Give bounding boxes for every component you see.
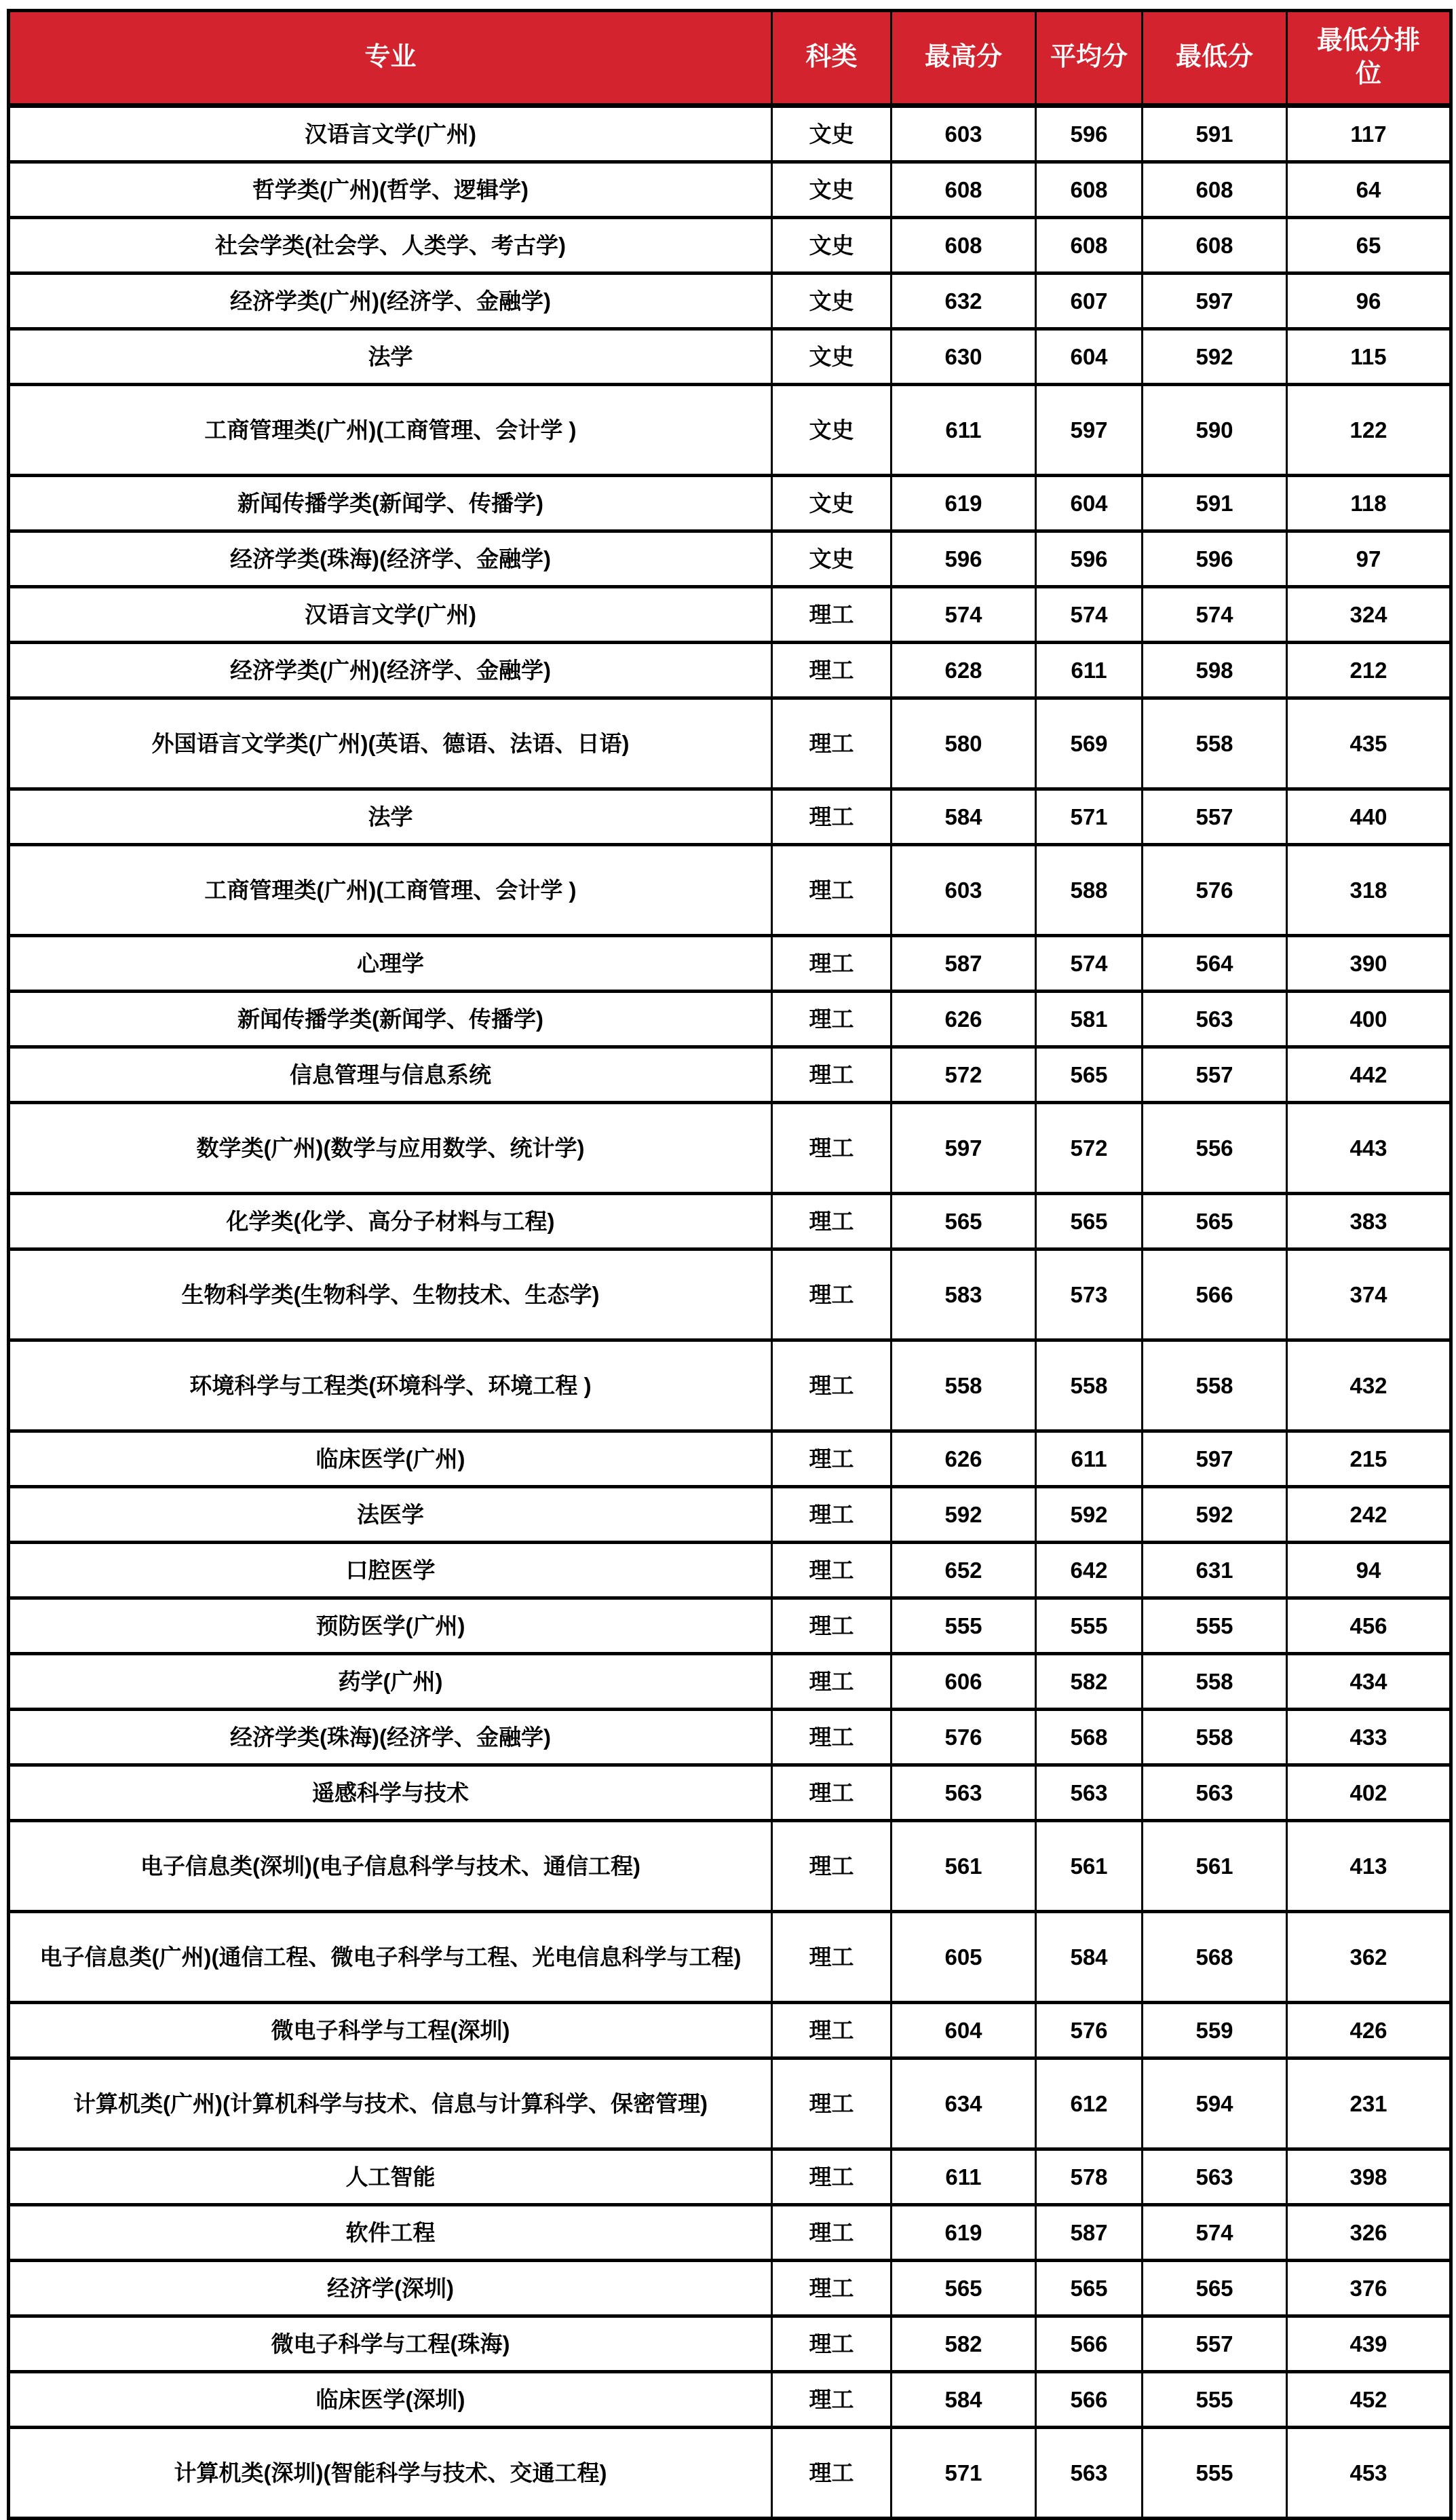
avg-score-cell: 563 <box>1036 2428 1143 2519</box>
table-row <box>9 1654 1451 1710</box>
table-row <box>9 1249 1451 1340</box>
category-cell: 文史 <box>772 329 892 385</box>
table-row <box>9 2261 1451 2316</box>
category-cell: 文史 <box>772 274 892 329</box>
avg-score-cell: 612 <box>1036 2058 1143 2149</box>
major-cell: 生物科学类(生物科学、生物技术、生态学) <box>9 1249 772 1340</box>
avg-score-cell: 566 <box>1036 2316 1143 2372</box>
table-row <box>9 1487 1451 1543</box>
table-row <box>9 2428 1451 2519</box>
column-header-min-rank: 最低分排位 <box>1287 11 1451 106</box>
min-score-cell: 558 <box>1143 1340 1287 1431</box>
major-cell: 口腔医学 <box>9 1543 772 1598</box>
major-cell: 经济学类(珠海)(经济学、金融学) <box>9 1710 772 1765</box>
category-cell: 理工 <box>772 2149 892 2205</box>
category-cell: 理工 <box>772 1249 892 1340</box>
max-score-cell: 619 <box>892 476 1036 531</box>
avg-score-cell: 581 <box>1036 992 1143 1047</box>
min-rank-cell: 453 <box>1287 2428 1451 2519</box>
min-score-cell: 576 <box>1143 845 1287 936</box>
avg-score-cell: 565 <box>1036 1194 1143 1249</box>
min-rank-cell: 231 <box>1287 2058 1451 2149</box>
min-score-cell: 555 <box>1143 1598 1287 1654</box>
major-cell: 信息管理与信息系统 <box>9 1047 772 1103</box>
table-row <box>9 1103 1451 1194</box>
max-score-cell: 605 <box>892 1912 1036 2003</box>
major-cell: 临床医学(深圳) <box>9 2372 772 2428</box>
max-score-cell: 632 <box>892 274 1036 329</box>
min-rank-cell: 94 <box>1287 1543 1451 1598</box>
major-cell: 经济学类(珠海)(经济学、金融学) <box>9 531 772 587</box>
max-score-cell: 604 <box>892 2003 1036 2058</box>
min-rank-cell: 398 <box>1287 2149 1451 2205</box>
category-cell: 文史 <box>772 476 892 531</box>
avg-score-cell: 578 <box>1036 2149 1143 2205</box>
max-score-cell: 563 <box>892 1765 1036 1821</box>
category-cell: 文史 <box>772 531 892 587</box>
table-body <box>9 106 1451 2519</box>
major-cell: 数学类(广州)(数学与应用数学、统计学) <box>9 1103 772 1194</box>
major-cell: 法医学 <box>9 1487 772 1543</box>
min-rank-cell: 376 <box>1287 2261 1451 2316</box>
table-row <box>9 2316 1451 2372</box>
min-rank-cell: 374 <box>1287 1249 1451 1340</box>
table-row <box>9 1710 1451 1765</box>
min-score-cell: 556 <box>1143 1103 1287 1194</box>
category-cell: 文史 <box>772 106 892 162</box>
min-rank-cell: 433 <box>1287 1710 1451 1765</box>
avg-score-cell: 565 <box>1036 1047 1143 1103</box>
min-score-cell: 563 <box>1143 2149 1287 2205</box>
table-row <box>9 1194 1451 1249</box>
column-header-category: 科类 <box>772 11 892 106</box>
max-score-cell: 634 <box>892 2058 1036 2149</box>
category-cell: 理工 <box>772 1765 892 1821</box>
category-cell: 理工 <box>772 2058 892 2149</box>
min-rank-cell: 432 <box>1287 1340 1451 1431</box>
max-score-cell: 628 <box>892 643 1036 698</box>
category-cell: 理工 <box>772 845 892 936</box>
category-cell: 理工 <box>772 1047 892 1103</box>
avg-score-cell: 611 <box>1036 1431 1143 1487</box>
column-header-min: 最低分 <box>1143 11 1287 106</box>
major-cell: 法学 <box>9 789 772 845</box>
table-row <box>9 2205 1451 2261</box>
major-cell: 环境科学与工程类(环境科学、环境工程 ) <box>9 1340 772 1431</box>
table-row <box>9 476 1451 531</box>
category-cell: 理工 <box>772 2003 892 2058</box>
min-score-cell: 564 <box>1143 936 1287 992</box>
min-score-cell: 608 <box>1143 218 1287 274</box>
avg-score-cell: 574 <box>1036 587 1143 643</box>
max-score-cell: 584 <box>892 2372 1036 2428</box>
table-row <box>9 587 1451 643</box>
avg-score-cell: 596 <box>1036 531 1143 587</box>
major-cell: 工商管理类(广州)(工商管理、会计学 ) <box>9 845 772 936</box>
admission-score-table <box>7 9 1453 2520</box>
max-score-cell: 611 <box>892 2149 1036 2205</box>
max-score-cell: 571 <box>892 2428 1036 2519</box>
category-cell: 理工 <box>772 1912 892 2003</box>
avg-score-cell: 608 <box>1036 162 1143 218</box>
major-cell: 微电子科学与工程(深圳) <box>9 2003 772 2058</box>
table-row <box>9 2003 1451 2058</box>
avg-score-cell: 568 <box>1036 1710 1143 1765</box>
category-cell: 理工 <box>772 992 892 1047</box>
table-row <box>9 1431 1451 1487</box>
min-rank-cell: 442 <box>1287 1047 1451 1103</box>
avg-score-cell: 566 <box>1036 2372 1143 2428</box>
min-score-cell: 565 <box>1143 2261 1287 2316</box>
avg-score-cell: 588 <box>1036 845 1143 936</box>
avg-score-cell: 592 <box>1036 1487 1143 1543</box>
table-header <box>9 11 1451 106</box>
category-cell: 理工 <box>772 1598 892 1654</box>
min-rank-cell: 434 <box>1287 1654 1451 1710</box>
table-row <box>9 698 1451 789</box>
category-cell: 理工 <box>772 2205 892 2261</box>
major-cell: 化学类(化学、高分子材料与工程) <box>9 1194 772 1249</box>
avg-score-cell: 596 <box>1036 106 1143 162</box>
max-score-cell: 597 <box>892 1103 1036 1194</box>
major-cell: 电子信息类(广州)(通信工程、微电子科学与工程、光电信息科学与工程) <box>9 1912 772 2003</box>
major-cell: 临床医学(广州) <box>9 1431 772 1487</box>
category-cell: 理工 <box>772 1543 892 1598</box>
category-cell: 理工 <box>772 1194 892 1249</box>
avg-score-cell: 611 <box>1036 643 1143 698</box>
table-row <box>9 531 1451 587</box>
avg-score-cell: 574 <box>1036 936 1143 992</box>
min-rank-cell: 452 <box>1287 2372 1451 2428</box>
major-cell: 药学(广州) <box>9 1654 772 1710</box>
min-rank-cell: 242 <box>1287 1487 1451 1543</box>
avg-score-cell: 561 <box>1036 1821 1143 1912</box>
avg-score-cell: 607 <box>1036 274 1143 329</box>
category-cell: 文史 <box>772 385 892 476</box>
min-rank-cell: 64 <box>1287 162 1451 218</box>
avg-score-cell: 558 <box>1036 1340 1143 1431</box>
table-row <box>9 789 1451 845</box>
major-cell: 经济学(深圳) <box>9 2261 772 2316</box>
avg-score-cell: 597 <box>1036 385 1143 476</box>
min-rank-cell: 402 <box>1287 1765 1451 1821</box>
max-score-cell: 561 <box>892 1821 1036 1912</box>
table-row <box>9 1821 1451 1912</box>
category-cell: 理工 <box>772 2261 892 2316</box>
max-score-cell: 611 <box>892 385 1036 476</box>
max-score-cell: 619 <box>892 2205 1036 2261</box>
min-rank-cell: 117 <box>1287 106 1451 162</box>
min-score-cell: 568 <box>1143 1912 1287 2003</box>
max-score-cell: 608 <box>892 162 1036 218</box>
major-cell: 计算机类(深圳)(智能科学与技术、交通工程) <box>9 2428 772 2519</box>
min-rank-cell: 390 <box>1287 936 1451 992</box>
category-cell: 理工 <box>772 698 892 789</box>
category-cell: 理工 <box>772 1654 892 1710</box>
avg-score-cell: 576 <box>1036 2003 1143 2058</box>
major-cell: 经济学类(广州)(经济学、金融学) <box>9 643 772 698</box>
category-cell: 理工 <box>772 1340 892 1431</box>
min-score-cell: 597 <box>1143 1431 1287 1487</box>
max-score-cell: 558 <box>892 1340 1036 1431</box>
min-rank-cell: 212 <box>1287 643 1451 698</box>
avg-score-cell: 642 <box>1036 1543 1143 1598</box>
table-row <box>9 162 1451 218</box>
major-cell: 法学 <box>9 329 772 385</box>
avg-score-cell: 565 <box>1036 2261 1143 2316</box>
avg-score-cell: 604 <box>1036 476 1143 531</box>
category-cell: 理工 <box>772 936 892 992</box>
min-rank-cell: 443 <box>1287 1103 1451 1194</box>
major-cell: 人工智能 <box>9 2149 772 2205</box>
avg-score-cell: 571 <box>1036 789 1143 845</box>
category-cell: 文史 <box>772 162 892 218</box>
max-score-cell: 574 <box>892 587 1036 643</box>
table-row <box>9 385 1451 476</box>
major-cell: 经济学类(广州)(经济学、金融学) <box>9 274 772 329</box>
table-row <box>9 2149 1451 2205</box>
category-cell: 理工 <box>772 587 892 643</box>
avg-score-cell: 563 <box>1036 1765 1143 1821</box>
min-score-cell: 592 <box>1143 1487 1287 1543</box>
min-score-cell: 608 <box>1143 162 1287 218</box>
min-rank-cell: 400 <box>1287 992 1451 1047</box>
min-score-cell: 590 <box>1143 385 1287 476</box>
category-cell: 理工 <box>772 1821 892 1912</box>
major-cell: 软件工程 <box>9 2205 772 2261</box>
min-score-cell: 561 <box>1143 1821 1287 1912</box>
category-cell: 理工 <box>772 789 892 845</box>
max-score-cell: 580 <box>892 698 1036 789</box>
major-cell: 电子信息类(深圳)(电子信息科学与技术、通信工程) <box>9 1821 772 1912</box>
min-score-cell: 559 <box>1143 2003 1287 2058</box>
table-row <box>9 2372 1451 2428</box>
max-score-cell: 576 <box>892 1710 1036 1765</box>
min-score-cell: 557 <box>1143 1047 1287 1103</box>
table-row <box>9 329 1451 385</box>
min-score-cell: 594 <box>1143 2058 1287 2149</box>
major-cell: 工商管理类(广州)(工商管理、会计学 ) <box>9 385 772 476</box>
max-score-cell: 572 <box>892 1047 1036 1103</box>
table-row <box>9 1340 1451 1431</box>
avg-score-cell: 584 <box>1036 1912 1143 2003</box>
category-cell: 理工 <box>772 2428 892 2519</box>
avg-score-cell: 608 <box>1036 218 1143 274</box>
max-score-cell: 652 <box>892 1543 1036 1598</box>
column-header-max: 最高分 <box>892 11 1036 106</box>
table-row <box>9 1598 1451 1654</box>
table-row <box>9 992 1451 1047</box>
min-score-cell: 555 <box>1143 2428 1287 2519</box>
category-cell: 理工 <box>772 1103 892 1194</box>
major-cell: 哲学类(广州)(哲学、逻辑学) <box>9 162 772 218</box>
min-score-cell: 574 <box>1143 2205 1287 2261</box>
table-row <box>9 2058 1451 2149</box>
max-score-cell: 592 <box>892 1487 1036 1543</box>
category-cell: 理工 <box>772 1487 892 1543</box>
max-score-cell: 603 <box>892 106 1036 162</box>
max-score-cell: 596 <box>892 531 1036 587</box>
max-score-cell: 587 <box>892 936 1036 992</box>
avg-score-cell: 604 <box>1036 329 1143 385</box>
table-row <box>9 1543 1451 1598</box>
min-rank-cell: 97 <box>1287 531 1451 587</box>
category-cell: 理工 <box>772 1431 892 1487</box>
major-cell: 心理学 <box>9 936 772 992</box>
table-row <box>9 936 1451 992</box>
avg-score-cell: 572 <box>1036 1103 1143 1194</box>
min-rank-cell: 115 <box>1287 329 1451 385</box>
min-score-cell: 565 <box>1143 1194 1287 1249</box>
avg-score-cell: 573 <box>1036 1249 1143 1340</box>
max-score-cell: 606 <box>892 1654 1036 1710</box>
min-score-cell: 598 <box>1143 643 1287 698</box>
column-header-avg: 平均分 <box>1036 11 1143 106</box>
table-row <box>9 106 1451 162</box>
major-cell: 计算机类(广州)(计算机科学与技术、信息与计算科学、保密管理) <box>9 2058 772 2149</box>
min-rank-cell: 118 <box>1287 476 1451 531</box>
min-score-cell: 555 <box>1143 2372 1287 2428</box>
category-cell: 理工 <box>772 2316 892 2372</box>
major-cell: 遥感科学与技术 <box>9 1765 772 1821</box>
min-rank-cell: 318 <box>1287 845 1451 936</box>
min-rank-cell: 326 <box>1287 2205 1451 2261</box>
min-score-cell: 558 <box>1143 1710 1287 1765</box>
category-cell: 理工 <box>772 643 892 698</box>
column-header-major: 专业 <box>9 11 772 106</box>
min-score-cell: 558 <box>1143 698 1287 789</box>
category-cell: 文史 <box>772 218 892 274</box>
avg-score-cell: 569 <box>1036 698 1143 789</box>
avg-score-cell: 582 <box>1036 1654 1143 1710</box>
min-score-cell: 566 <box>1143 1249 1287 1340</box>
major-cell: 预防医学(广州) <box>9 1598 772 1654</box>
header-row <box>9 11 1451 106</box>
table-row <box>9 845 1451 936</box>
min-rank-cell: 440 <box>1287 789 1451 845</box>
table-row <box>9 1912 1451 2003</box>
min-score-cell: 563 <box>1143 1765 1287 1821</box>
min-score-cell: 596 <box>1143 531 1287 587</box>
major-cell: 新闻传播学类(新闻学、传播学) <box>9 476 772 531</box>
min-rank-cell: 383 <box>1287 1194 1451 1249</box>
min-score-cell: 574 <box>1143 587 1287 643</box>
avg-score-cell: 587 <box>1036 2205 1143 2261</box>
major-cell: 新闻传播学类(新闻学、传播学) <box>9 992 772 1047</box>
table-row <box>9 1047 1451 1103</box>
max-score-cell: 603 <box>892 845 1036 936</box>
max-score-cell: 565 <box>892 2261 1036 2316</box>
min-score-cell: 591 <box>1143 106 1287 162</box>
min-rank-cell: 362 <box>1287 1912 1451 2003</box>
min-rank-cell: 324 <box>1287 587 1451 643</box>
max-score-cell: 608 <box>892 218 1036 274</box>
max-score-cell: 626 <box>892 992 1036 1047</box>
category-cell: 理工 <box>772 1710 892 1765</box>
table-row <box>9 274 1451 329</box>
table-row <box>9 218 1451 274</box>
min-rank-cell: 456 <box>1287 1598 1451 1654</box>
avg-score-cell: 555 <box>1036 1598 1143 1654</box>
category-cell: 理工 <box>772 2372 892 2428</box>
max-score-cell: 630 <box>892 329 1036 385</box>
major-cell: 社会学类(社会学、人类学、考古学) <box>9 218 772 274</box>
min-rank-cell: 439 <box>1287 2316 1451 2372</box>
major-cell: 汉语言文学(广州) <box>9 106 772 162</box>
min-rank-cell: 426 <box>1287 2003 1451 2058</box>
major-cell: 微电子科学与工程(珠海) <box>9 2316 772 2372</box>
table-row <box>9 643 1451 698</box>
table-row <box>9 1765 1451 1821</box>
min-score-cell: 557 <box>1143 789 1287 845</box>
min-score-cell: 557 <box>1143 2316 1287 2372</box>
min-rank-cell: 413 <box>1287 1821 1451 1912</box>
min-rank-cell: 215 <box>1287 1431 1451 1487</box>
major-cell: 汉语言文学(广州) <box>9 587 772 643</box>
min-score-cell: 592 <box>1143 329 1287 385</box>
max-score-cell: 583 <box>892 1249 1036 1340</box>
max-score-cell: 565 <box>892 1194 1036 1249</box>
max-score-cell: 626 <box>892 1431 1036 1487</box>
min-score-cell: 597 <box>1143 274 1287 329</box>
min-score-cell: 558 <box>1143 1654 1287 1710</box>
min-score-cell: 631 <box>1143 1543 1287 1598</box>
max-score-cell: 555 <box>892 1598 1036 1654</box>
major-cell: 外国语言文学类(广州)(英语、德语、法语、日语) <box>9 698 772 789</box>
min-score-cell: 591 <box>1143 476 1287 531</box>
min-rank-cell: 435 <box>1287 698 1451 789</box>
min-score-cell: 563 <box>1143 992 1287 1047</box>
min-rank-cell: 122 <box>1287 385 1451 476</box>
min-rank-cell: 65 <box>1287 218 1451 274</box>
min-rank-cell: 96 <box>1287 274 1451 329</box>
max-score-cell: 584 <box>892 789 1036 845</box>
max-score-cell: 582 <box>892 2316 1036 2372</box>
